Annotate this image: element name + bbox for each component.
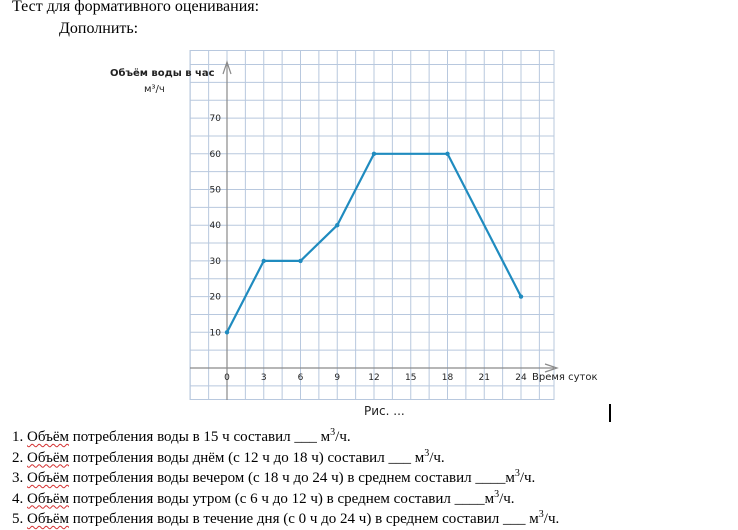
question-number: 3. [12, 470, 24, 486]
unit-superscript: 3 [494, 488, 500, 500]
x-tick-label: 12 [368, 373, 380, 383]
spellcheck-word: Объём [27, 511, 69, 527]
unit-suffix: /ч. [429, 449, 445, 466]
y-axis-label: Объём воды в час [110, 68, 215, 79]
document-subtitle: Дополнить: [59, 20, 139, 37]
question-number: 5. [12, 511, 24, 527]
question-text: потребления воды вечером (с 18 ч до 24 ч) в среднем составил [69, 470, 476, 486]
y-tick-label: 70 [209, 114, 221, 125]
unit-suffix: /ч. [543, 511, 560, 527]
spellcheck-word: Объём [27, 490, 69, 507]
question-item [12, 509, 559, 530]
question-text: потребления воды утром (с 6 ч до 12 ч) в среднем составил [69, 490, 455, 507]
unit-superscript: 3 [514, 468, 520, 479]
unit-suffix: /ч. [335, 429, 351, 445]
answer-blank[interactable]: ____ [454, 490, 485, 507]
data-point [335, 223, 339, 227]
question-list [12, 427, 559, 530]
unit-text: м [505, 470, 515, 486]
data-point [372, 152, 376, 156]
x-tick-label: 9 [334, 373, 341, 383]
x-tick-label: 24 [515, 373, 527, 383]
unit-suffix: /ч. [499, 490, 515, 507]
x-tick-label: 18 [441, 373, 454, 383]
y-tick-label: 60 [209, 149, 221, 160]
question-text: потребления воды в 15 ч составил [69, 429, 295, 445]
unit-superscript: 3 [330, 427, 336, 438]
unit-suffix: /ч. [519, 470, 536, 486]
water-usage-chart [100, 50, 598, 400]
data-point [225, 330, 229, 334]
question-item [12, 448, 559, 469]
y-tick-label: 10 [209, 328, 221, 339]
x-tick-label: 21 [478, 373, 490, 383]
x-axis-label: Время суток [532, 372, 598, 383]
document-title: Тест для формативного оценивания: [12, 0, 260, 15]
spellcheck-word: Объём [27, 429, 69, 445]
unit-superscript: 3 [424, 447, 430, 459]
question-text: потребления воды днём (с 12 ч до 18 ч) составил [69, 449, 389, 466]
data-point [519, 294, 523, 298]
y-tick-label: 40 [209, 221, 221, 232]
answer-blank[interactable]: ___ [294, 429, 317, 445]
answer-blank[interactable]: ____ [475, 470, 506, 486]
chart-ticks [210, 114, 527, 383]
unit-superscript: 3 [538, 509, 544, 520]
y-axis-unit: м³/ч [144, 84, 165, 95]
question-number: 4. [12, 490, 24, 507]
question-item [12, 427, 559, 448]
unit-text: м [484, 490, 495, 507]
x-tick-label: 0 [224, 373, 230, 383]
data-point [298, 259, 302, 263]
spellcheck-word: Объём [27, 449, 69, 466]
figure-caption: Рис. ... [364, 404, 405, 418]
question-number: 1. [12, 429, 24, 445]
question-item [12, 489, 559, 510]
answer-blank[interactable]: ___ [503, 511, 526, 527]
question-text: потребления воды в течение дня (с 0 ч до 24 ч) в среднем составил [69, 511, 504, 527]
x-tick-label: 3 [260, 373, 267, 383]
question-number: 2. [12, 449, 24, 466]
x-tick-label: 6 [297, 373, 304, 383]
chart-grid [190, 50, 554, 400]
unit-text: м [316, 429, 331, 445]
y-tick-label: 30 [209, 256, 221, 267]
x-tick-label: 15 [405, 373, 417, 383]
data-point [445, 152, 449, 156]
data-point [262, 259, 266, 263]
unit-text: м [525, 511, 539, 527]
spellcheck-word: Объём [27, 470, 69, 486]
unit-text: м [410, 449, 425, 466]
text-cursor [609, 404, 611, 422]
question-item [12, 468, 559, 489]
y-tick-label: 50 [209, 185, 221, 196]
answer-blank[interactable]: ___ [388, 449, 411, 466]
y-tick-label: 20 [209, 292, 221, 303]
